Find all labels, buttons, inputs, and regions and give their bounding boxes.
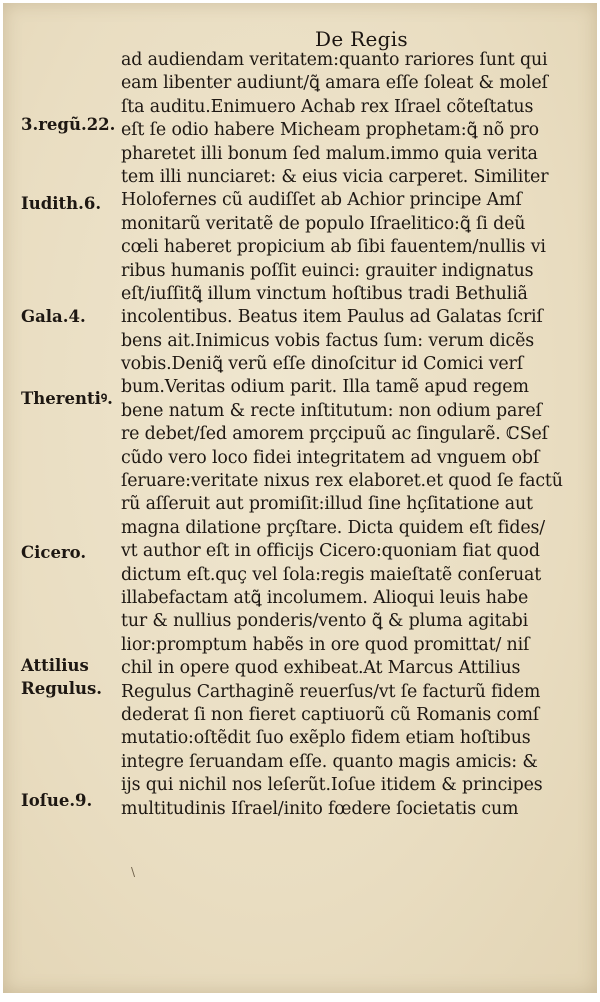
text-line: tur & nullius ponderis/vento ꝗ͂ & pluma agitabi (121, 611, 529, 632)
text-line: eſt/iuſſitꝗ͂ illum vinctum hoſtibus tradi Bethuliã (121, 283, 528, 304)
running-head: De Regis (315, 27, 408, 51)
text-line: vt author eſt in officijs Cicero:quoniam fiat quod (121, 541, 540, 562)
text-line: integre ſeruandam eſſe. quanto magis amicis: & (121, 751, 538, 772)
text-line: pharetet illi bonum ſed malum.immo quia verita (121, 143, 538, 164)
text-line: Holofernes cũ audiſſet ab Achior principe Amſ (121, 190, 522, 211)
text-line: cœli haberet propicium ab ſibi fauentem/nullis vi (121, 237, 546, 258)
margin-note-attilius: Attilius (21, 656, 89, 675)
margin-note-judith: Iudith.6. (21, 194, 102, 213)
text-line: ſeruare:veritate nixus rex elaboret.et quod ſe factũ (121, 471, 563, 492)
margin-note-regulus: Regulus. (21, 679, 103, 698)
text-line: multitudinis Iſrael/inito fœdere ſocietatis cum (121, 798, 519, 819)
margin-note-galatians: Gala.4. (21, 307, 86, 326)
text-line: chil in opere quod exhibeat.At Marcus Attilius (121, 658, 521, 679)
text-line: bene natum & recte inſtitutum: non odium pareſ (121, 400, 542, 421)
text-line: dederat ſi non fieret captiuorũ cũ Romanis comſ (121, 704, 540, 725)
text-line: ribus humanis poſſit euinci: grauiter indignatus (121, 260, 534, 281)
text-line: cũdo vero loco fidei integritatem ad vnguem obſ (121, 447, 540, 468)
text-line: ſta auditu.Enimuero Achab rex Iſrael cõteſtatus (121, 96, 534, 117)
text-line: eſt ſe odio habere Micheam prophetam:ꝗ͂ nõ pro (121, 120, 539, 141)
text-line: tem illi nunciaret: & eius vicia carperet. Similiter (121, 166, 549, 187)
text-line: ijs qui nichil nos leſerũt.Ioſue itidem & principes (121, 775, 543, 796)
text-line: magna dilatione prçſtare. Dicta quidem eſt fides/ (121, 517, 545, 538)
text-line: incolentibus. Beatus item Paulus ad Galatas ſcriſ (121, 307, 543, 328)
margin-note-cicero: Cicero. (21, 543, 87, 562)
text-line: re debet/ſed amorem prçcipuũ ac ſingularẽ. ℂSeſ (121, 424, 548, 445)
text-line: ad audiendam veritatem:quanto rariores ſunt qui (121, 50, 548, 70)
margin-note-regum: 3.regũ.22. (21, 115, 116, 134)
text-line: vobis.Deniꝗ͂ verũ eſſe dinoſcitur id Comici verſ (121, 354, 523, 375)
text-line: eam libenter audiunt/ꝗ͂ amara eſſe ſoleat & moleſ (121, 73, 548, 94)
margin-note-terentius: Therentiꝰ. (21, 389, 113, 408)
text-line: Regulus Carthaginẽ reuerſus/vt ſe facturũ fidem (121, 681, 541, 702)
margin-note-iosue: Ioſue.9. (21, 791, 93, 810)
text-line: dictum eſt.quç vel ſola:regis maieſtatẽ conſeruat (121, 564, 542, 585)
text-line: illabefactam atꝗ͂ incolumem. Alioqui leuis habe (121, 587, 529, 608)
body-text (121, 49, 573, 821)
stray-ink-mark: \ (131, 865, 136, 879)
text-line: rũ aſſeruit aut promiſit:illud ſine hçſitatione aut (121, 494, 533, 515)
text-line: lior:promptum habẽs in ore quod promittat/ niſ (121, 634, 530, 655)
text-line: bum.Veritas odium parit. Illa tamẽ apud regem (121, 377, 529, 398)
text-line: monitarũ veritatẽ de populo Iſraelitico:ꝗ͂ ſi deũ (121, 213, 526, 234)
text-line: mutatio:oſtẽdit ſuo exẽplo fidem etiam hoſtibus (121, 728, 531, 749)
text-line: bens ait.Inimicus vobis factus ſum: verum dicẽs (121, 330, 534, 351)
book-page (3, 3, 597, 993)
